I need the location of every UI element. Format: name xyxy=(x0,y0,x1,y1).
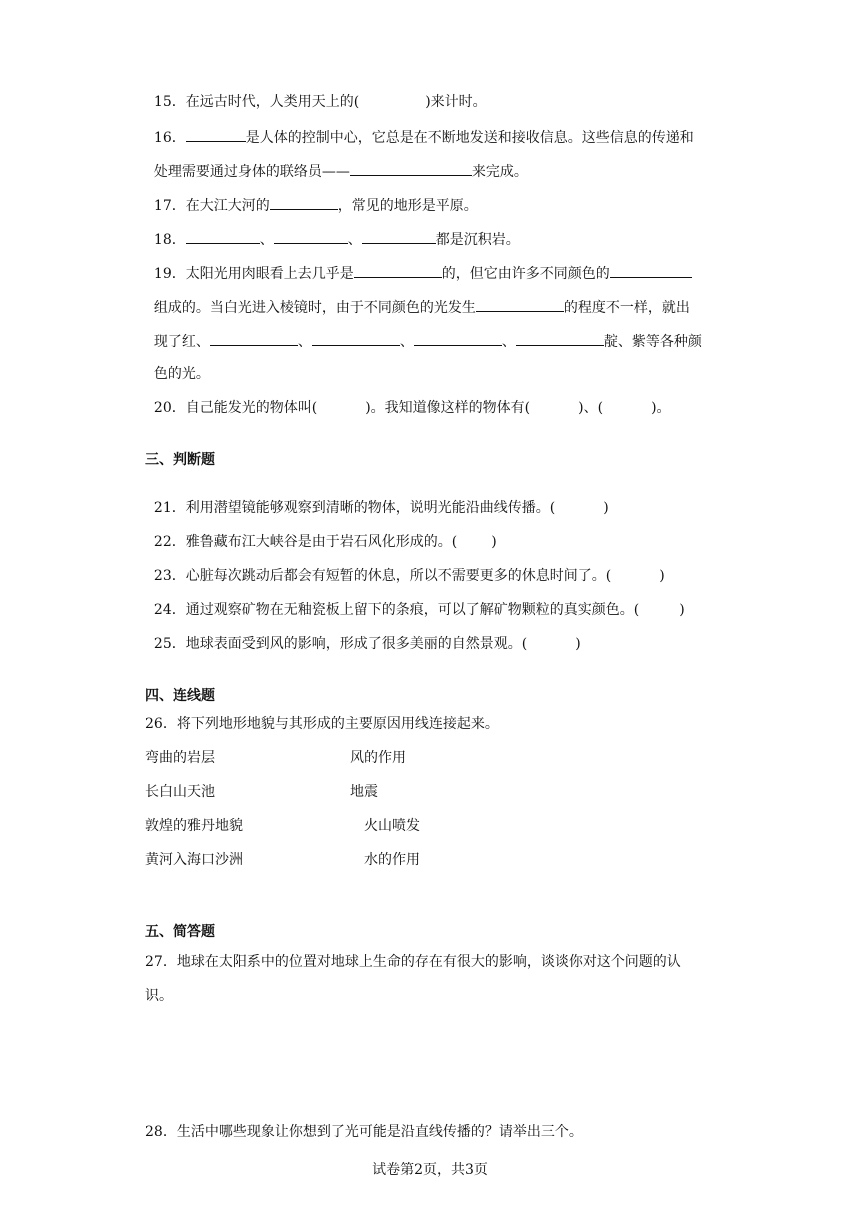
q21-text: 21．利用潜望镜能够观察到清晰的物体，说明光能沿曲线传播。( xyxy=(153,500,556,516)
q25-text: 25．地球表面受到风的影响，形成了很多美丽的自然景观。( xyxy=(153,636,528,652)
q16b-text-b: 来完成。 xyxy=(471,164,528,180)
q16-text-a: 16． xyxy=(153,130,186,146)
q19c-blank-4[interactable] xyxy=(516,330,604,346)
question-27-cont: 识。 xyxy=(145,988,173,1004)
q19d-text-a: 色的光。 xyxy=(153,366,210,382)
question-25 xyxy=(145,614,581,654)
q18-sep-2: 、 xyxy=(347,232,362,248)
q18-text-b: 都是沉积岩。 xyxy=(435,232,520,248)
q24-text: 24．通过观察矿物在无釉瓷板上留下的条痕，可以了解矿物颗粒的真实颜色。( xyxy=(153,602,640,618)
q19c-sep-2: 、 xyxy=(399,334,414,350)
question-28: 28．生活中哪些现象让你想到了光可能是沿直线传播的？请举出三个。 xyxy=(145,1124,583,1140)
q25-close: ) xyxy=(575,636,581,652)
q16-text-b: 是人体的控制中心，它总是在不断地发送和接收信息。这些信息的传递和 xyxy=(245,130,694,146)
match-left-1[interactable]: 弯曲的岩层 xyxy=(145,750,215,766)
q19c-blank-3[interactable] xyxy=(414,330,502,346)
section-4-title: 四、连线题 xyxy=(145,688,215,704)
question-20 xyxy=(145,378,671,418)
q15-text-a: 15．在远古时代，人类用天上的( xyxy=(153,94,360,110)
q16b-text-a: 处理需要通过身体的联络员—— xyxy=(153,164,350,180)
match-left-2[interactable]: 长白山天池 xyxy=(145,784,215,800)
question-26: 26．将下列地形地貌与其形成的主要原因用线连接起来。 xyxy=(145,716,499,732)
q19b-text-b: 的程度不一样，就出 xyxy=(563,300,690,316)
question-19-cont-2 xyxy=(145,310,702,352)
q22-close: ) xyxy=(491,534,497,550)
q19c-blank-1[interactable] xyxy=(210,330,298,346)
match-right-3[interactable]: 火山喷发 xyxy=(364,818,420,834)
page-footer: 试卷第2页，共3页 xyxy=(372,1162,488,1178)
q19c-sep-3: 、 xyxy=(501,334,516,350)
section-3-title: 三、判断题 xyxy=(145,452,215,468)
q18-text-a: 18． xyxy=(153,232,186,248)
q19c-text-a: 现了红、 xyxy=(153,334,210,350)
q19-text-b: 的，但它由许多不同颜色的 xyxy=(441,266,610,282)
q23-close: ) xyxy=(659,568,665,584)
match-left-3[interactable]: 敦煌的雅丹地貌 xyxy=(145,818,243,834)
q19b-text-a: 组成的。当白光进入棱镜时，由于不同颜色的光发生 xyxy=(153,300,476,316)
q20-text-a: 20．自己能发光的物体叫( xyxy=(153,400,318,416)
q22-text: 22．雅鲁藏布江大峡谷是由于岩石风化形成的。( xyxy=(153,534,458,550)
q17-text-b: ，常见的地形是平原。 xyxy=(337,198,478,214)
q23-text: 23．心脏每次跳动后都会有短暂的休息，所以不需要更多的休息时间了。( xyxy=(153,568,612,584)
match-right-4[interactable]: 水的作用 xyxy=(364,852,420,868)
q19c-sep-1: 、 xyxy=(297,334,312,350)
q24-close: ) xyxy=(679,602,685,618)
q18-sep-1: 、 xyxy=(259,232,274,248)
section-5-title: 五、简答题 xyxy=(145,924,215,940)
q21-close: ) xyxy=(603,500,609,516)
q19c-blank-2[interactable] xyxy=(312,330,400,346)
q19c-text-b: 靛、紫等各种颜 xyxy=(603,334,702,350)
q20-text-b: )。我知道像这样的物体有( xyxy=(365,400,531,416)
question-27: 27．地球在太阳系中的位置对地球上生命的存在有很大的影响，谈谈你对这个问题的认 xyxy=(145,954,681,970)
match-left-4[interactable]: 黄河入海口沙洲 xyxy=(145,852,243,868)
q20-text-c: )、( xyxy=(578,400,604,416)
match-right-2[interactable]: 地震 xyxy=(350,784,378,800)
q17-text-a: 17．在大江大河的 xyxy=(153,198,270,214)
q19-text-a: 19．太阳光用肉眼看上去几乎是 xyxy=(153,266,354,282)
q15-text-b: )来计时。 xyxy=(425,94,487,110)
q20-text-d: )。 xyxy=(651,400,671,416)
match-right-1[interactable]: 风的作用 xyxy=(350,750,406,766)
